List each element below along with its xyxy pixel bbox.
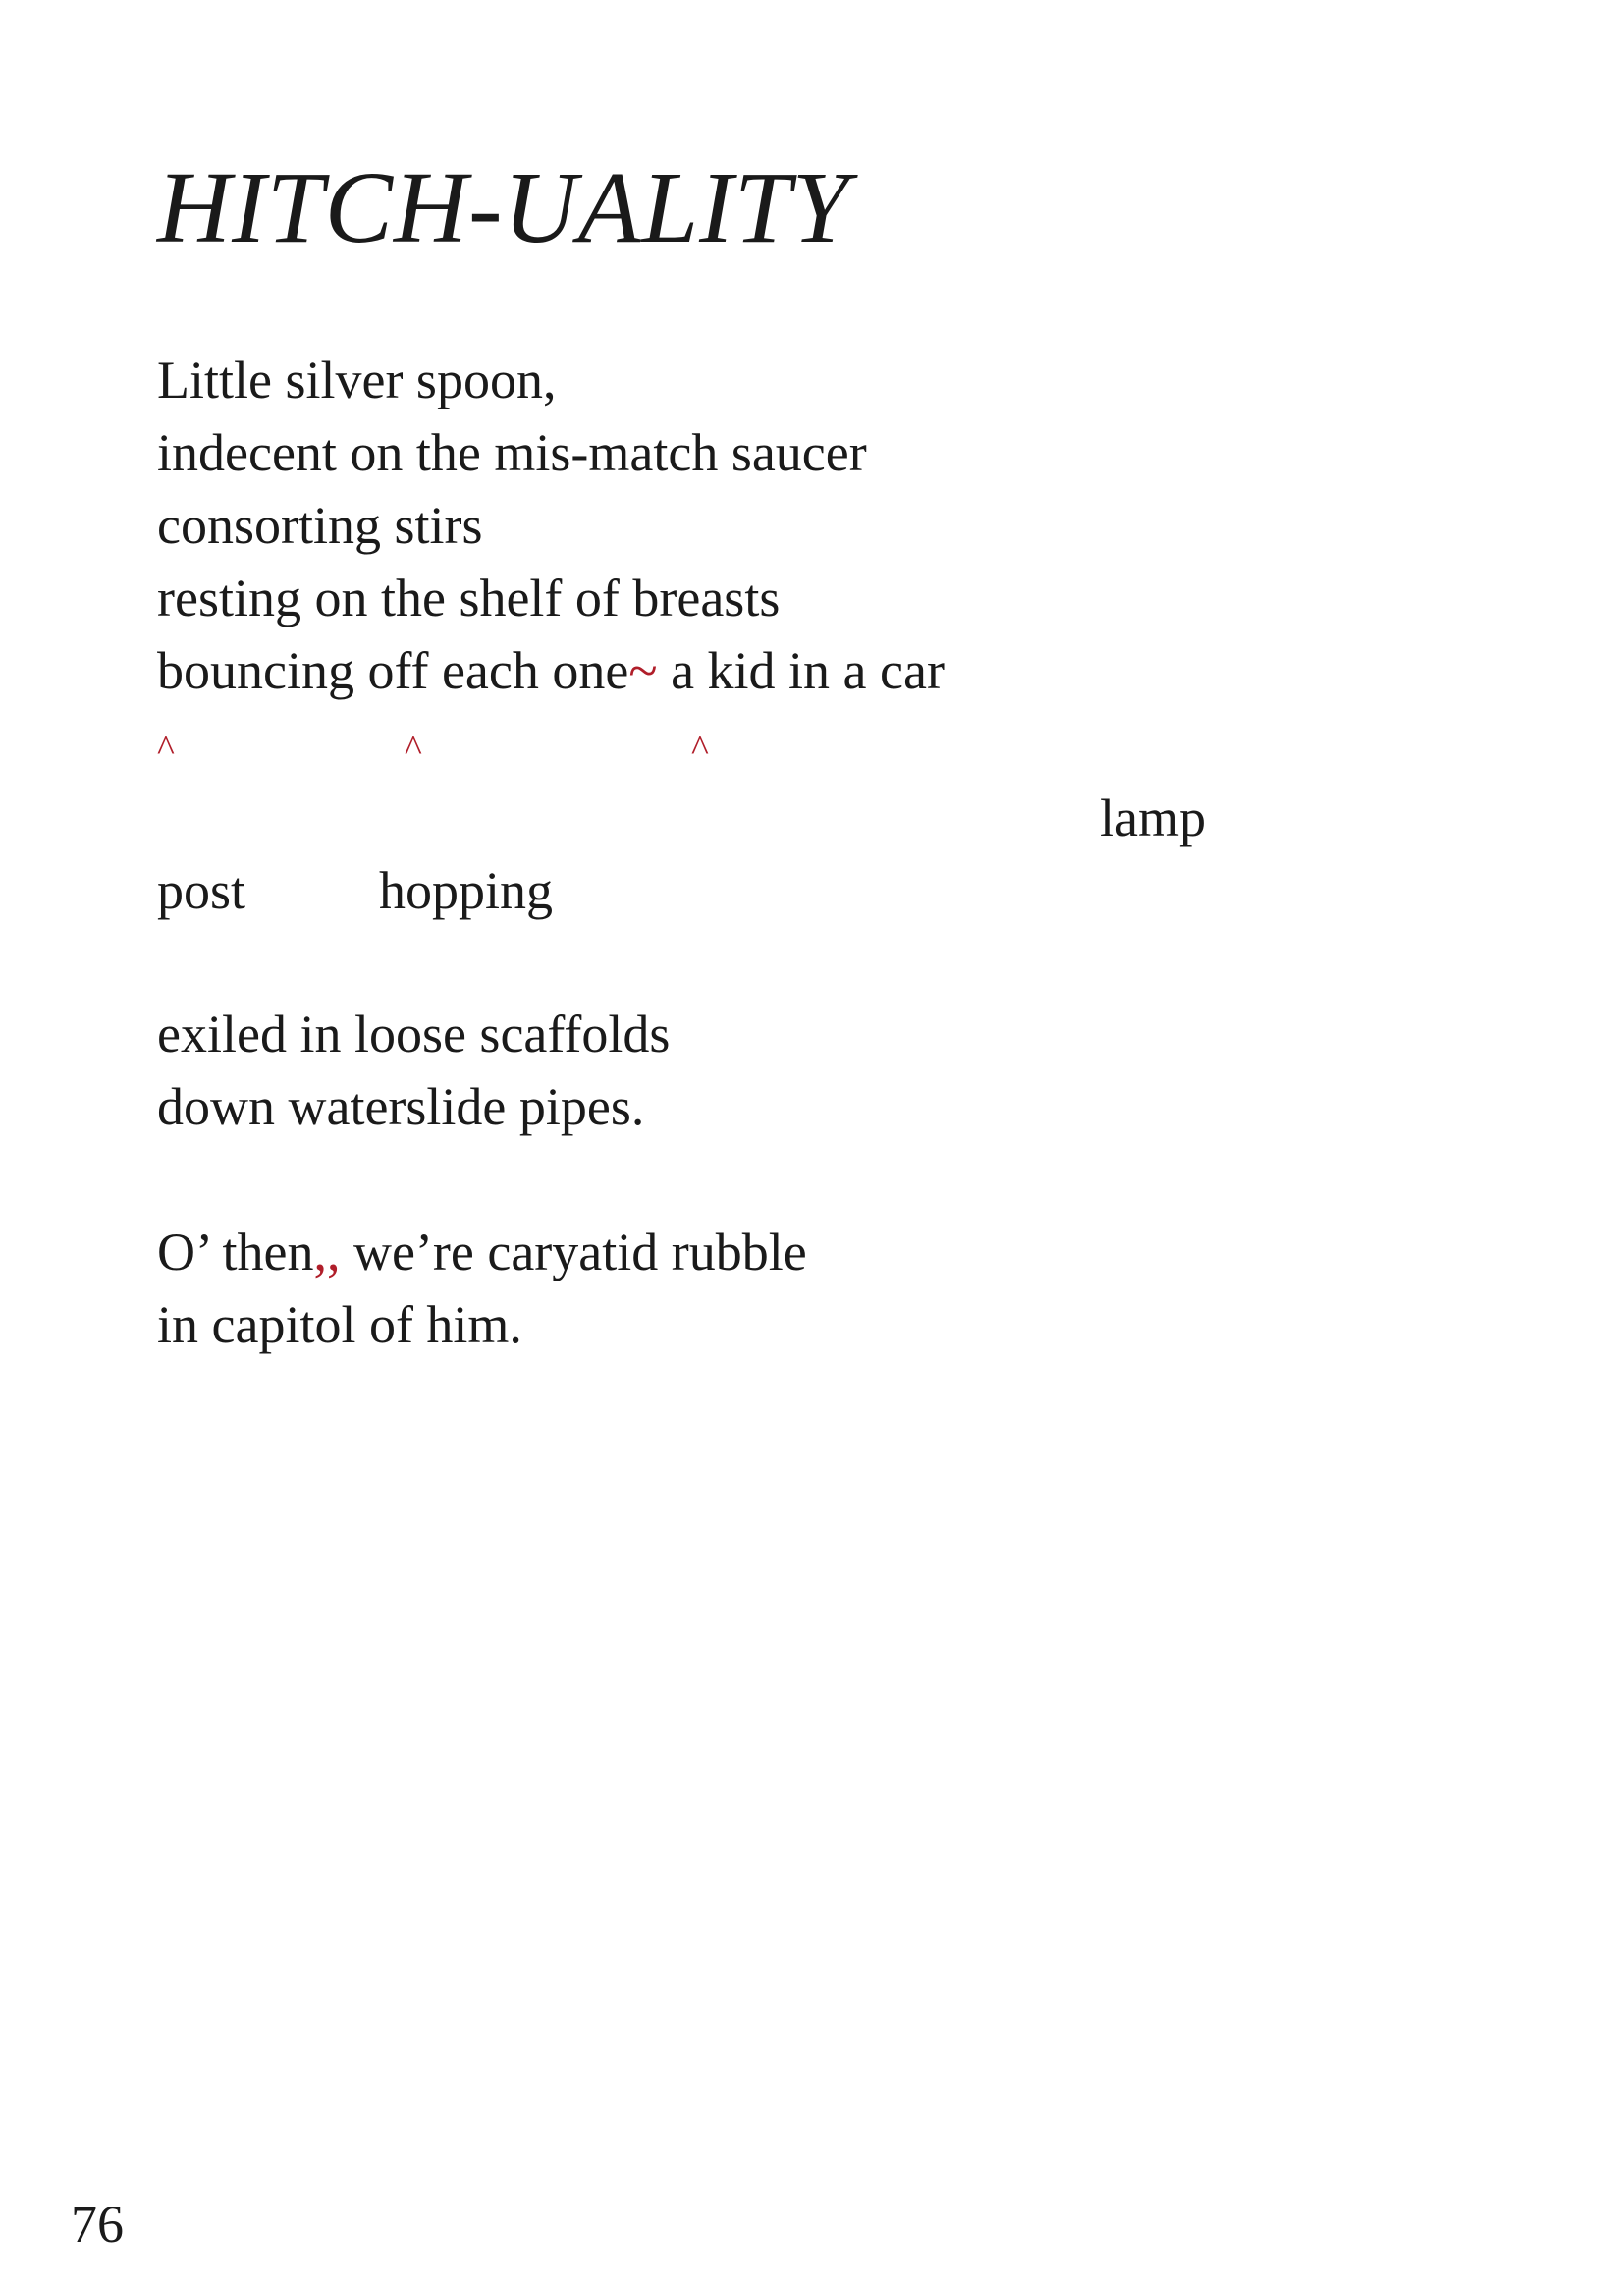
poem-line-text: we’re caryatid rubble <box>340 1223 807 1281</box>
poem-line-text: bouncing off each one <box>157 641 629 700</box>
poem-line <box>157 1223 807 1281</box>
page-number: 76 <box>71 2195 124 2254</box>
poem-line: Little silver spoon, <box>157 351 557 409</box>
poem-line: resting on the shelf of breasts <box>157 569 781 627</box>
poem-line: exiled in loose scaffolds <box>157 1005 671 1063</box>
caret-mark: ^ <box>691 729 709 770</box>
poem-line: consorting stirs <box>157 496 483 555</box>
poem-line: in capitol of him. <box>157 1295 522 1354</box>
scattered-word-post: post <box>157 861 246 920</box>
poem-title: HITCH-UALITY <box>157 151 850 264</box>
scattered-word-hopping: hopping <box>379 861 554 920</box>
poem-line-text: O’ then <box>157 1223 314 1281</box>
poem-line: indecent on the mis-match saucer <box>157 423 867 482</box>
caret-mark: ^ <box>157 729 175 770</box>
caret-mark: ^ <box>405 729 422 770</box>
tilde-mark: ~ <box>628 641 658 700</box>
scattered-word-lamp: lamp <box>1100 789 1206 847</box>
poem-line: down waterslide pipes. <box>157 1077 645 1136</box>
poem-line <box>157 641 945 700</box>
comma-mark: ,, <box>313 1223 341 1281</box>
poem-line-text: a kid in a car <box>657 641 945 700</box>
